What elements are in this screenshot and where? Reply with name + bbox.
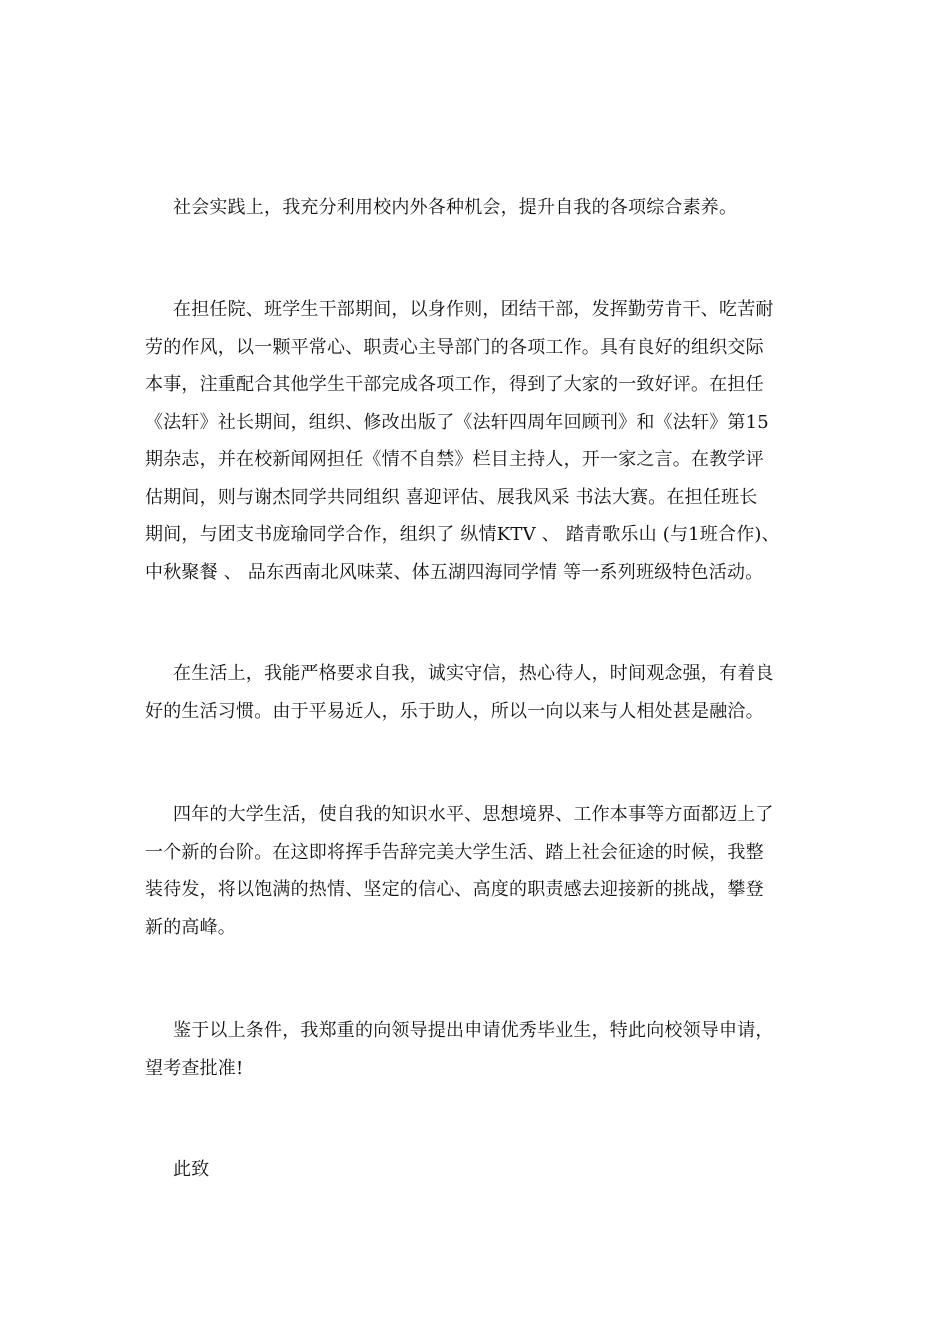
text-line: 新的高峰。 xyxy=(145,916,236,938)
paragraph-daily-life xyxy=(145,655,825,730)
paragraph-closing xyxy=(145,1151,825,1189)
paragraph-student-cadre xyxy=(145,291,825,591)
text-line: 期间，与团支书庞瑜同学合作，组织了 纵情KTV 、 踏青歌乐山 (与1班合作)、 xyxy=(145,524,780,545)
text-line: 中秋聚餐 、 品东西南北风味菜、体五湖四海同学情 等一系列班级特色活动。 xyxy=(145,561,764,583)
text-line: 社会实践上，我充分利用校内外各种机会，提升自我的各项综合素养。 xyxy=(173,197,738,218)
text-line: 一个新的台阶。在这即将挥手告辞完美大学生活、踏上社会征途的时候，我整 xyxy=(145,841,764,863)
text-line: 装待发，将以饱满的热情、坚定的信心、高度的职责感去迎接新的挑战，攀登 xyxy=(145,879,764,900)
paragraph-social-practice xyxy=(145,189,825,227)
text-line: 望考查批准! xyxy=(145,1057,244,1079)
paragraph-application-request xyxy=(145,1012,825,1087)
text-line: 在生活上，我能严格要求自我，诚实守信，热心待人，时间观念强，有着良 xyxy=(173,663,774,684)
text-line: 本事，注重配合其他学生干部完成各项工作，得到了大家的一致好评。在担任 xyxy=(145,374,764,395)
closing-salutation: 此致 xyxy=(173,1159,210,1180)
text-line: 劳的作风，以一颗平常心、职责心主导部门的各项工作。具有良好的组织交际 xyxy=(145,336,764,358)
text-line: 期杂志，并在校新闻网担任《情不自禁》栏目主持人，开一家之言。在教学评 xyxy=(145,449,764,470)
text-line: 《法轩》社长期间，组织、修改出版了《法轩四周年回顾刊》和《法轩》第15 xyxy=(145,411,769,433)
text-line: 四年的大学生活，使自我的知识水平、思想境界、工作本事等方面都迈上了 xyxy=(173,804,774,825)
paragraph-university-years xyxy=(145,796,825,946)
text-line: 好的生活习惯。由于平易近人，乐于助人，所以一向以来与人相处甚是融洽。 xyxy=(145,700,764,722)
text-line: 鉴于以上条件，我郑重的向领导提出申请优秀毕业生，特此向校领导申请， xyxy=(173,1020,774,1041)
text-line: 在担任院、班学生干部期间，以身作则，团结干部，发挥勤劳肯干、吃苦耐 xyxy=(173,299,774,320)
text-line: 估期间，则与谢杰同学共同组织 喜迎评估、展我风采 书法大赛。在担任班长 xyxy=(145,486,758,508)
